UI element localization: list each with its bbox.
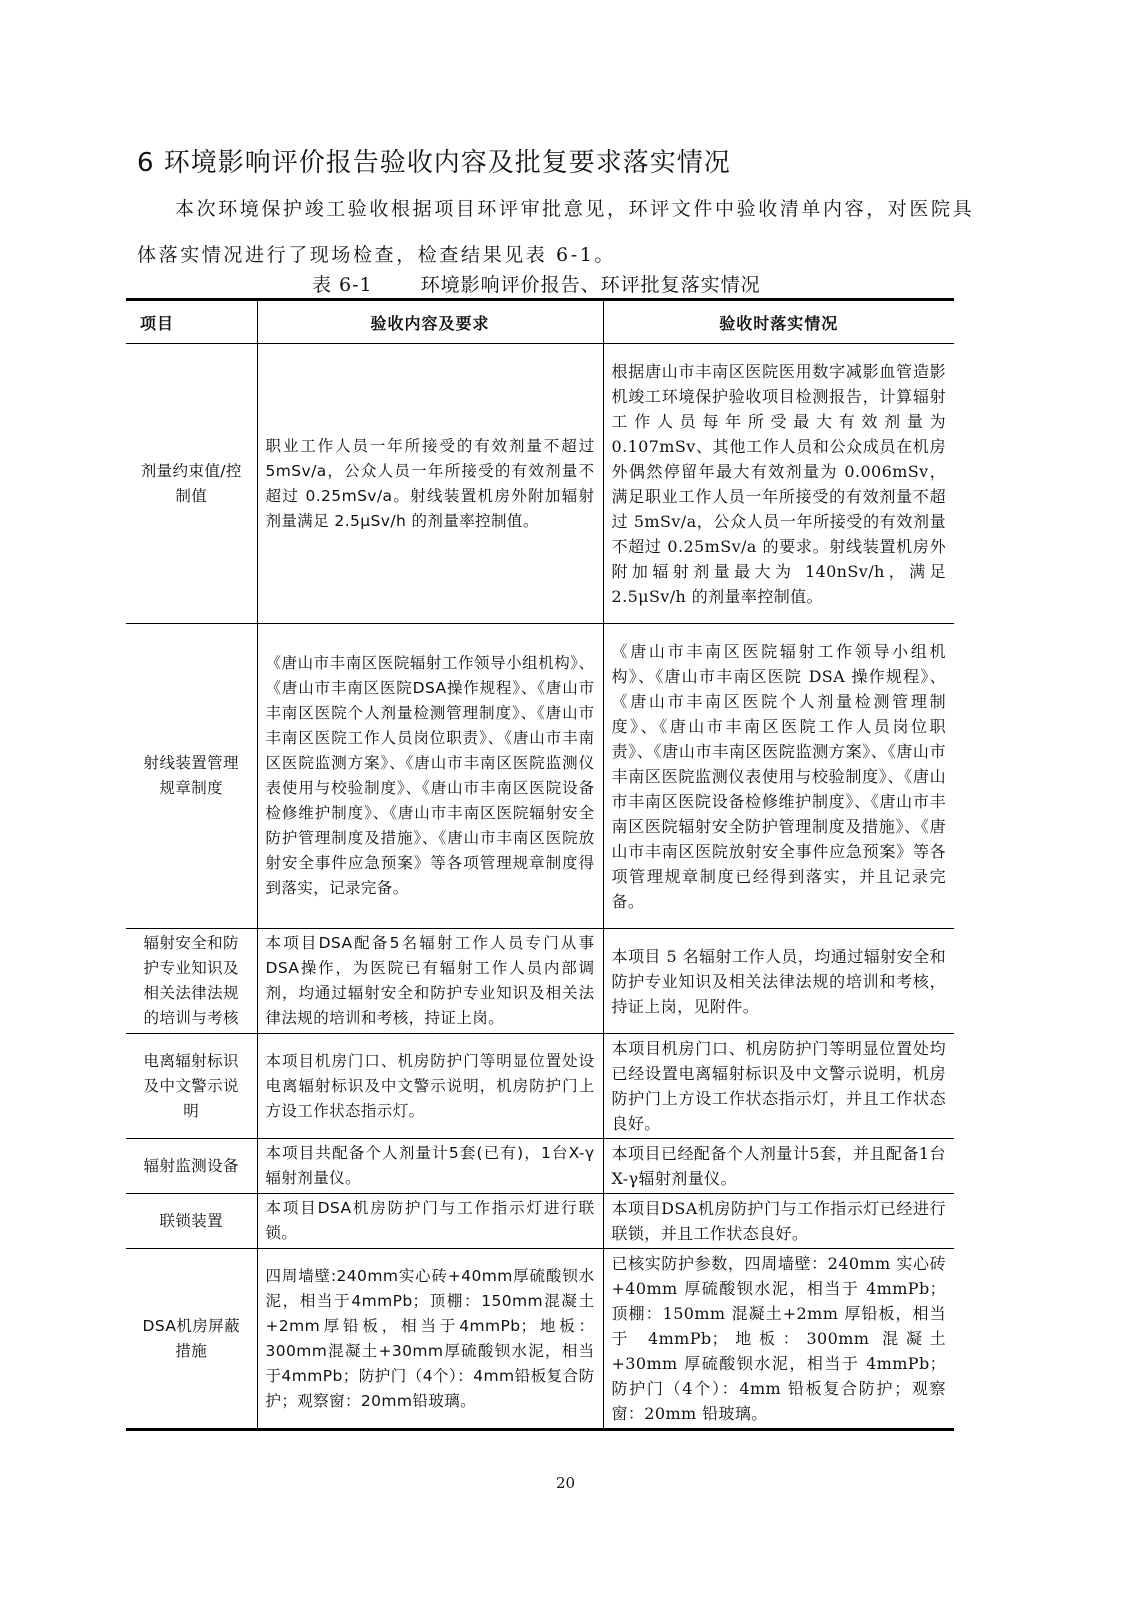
row-requirement: 本项目DSA配备5名辐射工作人员专门从事DSA操作，为医院已有辐射工作人员内部调剂，均通过辐射安全和防护专业知识及相关法律法规的培训和考核，持证上岗。 [257,929,603,1034]
table-caption-title: 环境影响评价报告、环评批复落实情况 [420,274,761,296]
table-caption [312,270,761,297]
acceptance-table [126,298,954,1431]
row-item: 辐射监测设备 [126,1139,257,1194]
table-row [126,1249,954,1430]
header-implementation: 验收时落实情况 [603,300,954,344]
intro-paragraph: 本次环境保护竣工验收根据项目环评审批意见，环评文件中验收清单内容，对医院具体落实情况进行了现场检查，检查结果见表 6-1。 [137,198,975,266]
row-item: DSA机房屏蔽措施 [126,1249,257,1430]
row-requirement: 四周墙壁:240mm实心砖+40mm厚硫酸钡水泥，相当于4mmPb；顶棚：150mm混凝土+2mm厚铅板，相当于4mmPb；地板：300mm混凝土+30mm厚硫酸钡水泥，相当于4mmPb；防护门（4个）：4mm铅板复合防护；观察窗：20mm铅玻璃。 [257,1249,603,1430]
table-row [126,624,954,929]
header-requirement: 验收内容及要求 [257,300,603,344]
row-requirement: 《唐山市丰南区医院辐射工作领导小组机构》、《唐山市丰南区医院DSA操作规程》、《唐山市丰南区医院个人剂量检测管理制度》、《唐山市丰南区医院工作人员岗位职责》、《唐山市丰南区医院监测方案》、《唐山市丰南区医院监测仪表使用与校验制度》、《唐山市丰南区医院设备检修维护制度》、《唐山市丰南区医院辐射安全防护管理制度及措施》、《唐山市丰南区医院放射安全事件应急预案》等各项管理规章制度得到落实，记录完备。 [257,624,603,929]
table-row [126,1034,954,1139]
row-implementation: 本项目已经配备个人剂量计5套，并且配备1台X-γ辐射剂量仪。 [603,1139,954,1194]
row-implementation: 本项目DSA机房防护门与工作指示灯已经进行联锁，并且工作状态良好。 [603,1194,954,1249]
section-title: 6 环境影响评价报告验收内容及批复要求落实情况 [137,148,731,178]
row-item: 辐射安全和防护专业知识及相关法律法规的培训与考核 [126,929,257,1034]
row-item: 联锁装置 [126,1194,257,1249]
page-number: 20 [555,1474,576,1492]
row-item: 射线装置管理规章制度 [126,624,257,929]
row-implementation: 已核实防护参数，四周墙壁：240mm 实心砖+40mm 厚硫酸钡水泥，相当于 4mmPb；顶棚：150mm 混凝土+2mm 厚铅板，相当于 4mmPb；地板：300mm 混凝土+30mm 厚硫酸钡水泥，相当于 4mmPb；防护门（4个）：4mm 铅板复合防护；观察窗：20mm 铅玻璃。 [603,1249,954,1430]
row-implementation: 根据唐山市丰南区医院医用数字减影血管造影机竣工环境保护验收项目检测报告，计算辐射工作人员每年所受最大有效剂量为 0.107mSv、其他工作人员和公众成员在机房外偶然停留年最大有效剂量为 0.006mSv，满足职业工作人员一年所接受的有效剂量不超过 5mSv/a，公众人员一年所接受的有效剂量不超过 0.25mSv/a 的要求。射线装置机房外附加辐射剂量最大为 140nSv/h，满足 2.5μSv/h 的剂量率控制值。 [603,344,954,624]
row-item: 电离辐射标识及中文警示说明 [126,1034,257,1139]
header-item: 项目 [126,300,257,344]
row-item: 剂量约束值/控制值 [126,344,257,624]
row-requirement: 本项目机房门口、机房防护门等明显位置处设电离辐射标识及中文警示说明，机房防护门上方设工作状态指示灯。 [257,1034,603,1139]
table-header-row [126,300,954,344]
row-requirement: 本项目DSA机房防护门与工作指示灯进行联锁。 [257,1194,603,1249]
row-requirement: 职业工作人员一年所接受的有效剂量不超过 5mSv/a，公众人员一年所接受的有效剂量不超过 0.25mSv/a。射线装置机房外附加辐射剂量满足 2.5μSv/h 的剂量率控制值。 [257,344,603,624]
row-implementation: 本项目 5 名辐射工作人员，均通过辐射安全和防护专业知识及相关法律法规的培训和考核，持证上岗，见附件。 [603,929,954,1034]
table-row [126,929,954,1034]
table-row [126,1139,954,1194]
table-row [126,344,954,624]
row-requirement: 本项目共配备个人剂量计5套(已有)，1台X-γ辐射剂量仪。 [257,1139,603,1194]
table-caption-number: 表 6-1 [312,274,373,296]
row-implementation: 本项目机房门口、机房防护门等明显位置处均已经设置电离辐射标识及中文警示说明，机房防护门上方设工作状态指示灯，并且工作状态良好。 [603,1034,954,1139]
table-row [126,1194,954,1249]
row-implementation: 《唐山市丰南区医院辐射工作领导小组机构》、《唐山市丰南区医院 DSA 操作规程》、《唐山市丰南区医院个人剂量检测管理制度》、《唐山市丰南区医院工作人员岗位职责》、《唐山市丰南区医院监测方案》、《唐山市丰南区医院监测仪表使用与校验制度》、《唐山市丰南区医院设备检修维护制度》、《唐山市丰南区医院辐射安全防护管理制度及措施》、《唐山市丰南区医院放射安全事件应急预案》等各项管理规章制度已经得到落实，并且记录完备。 [603,624,954,929]
